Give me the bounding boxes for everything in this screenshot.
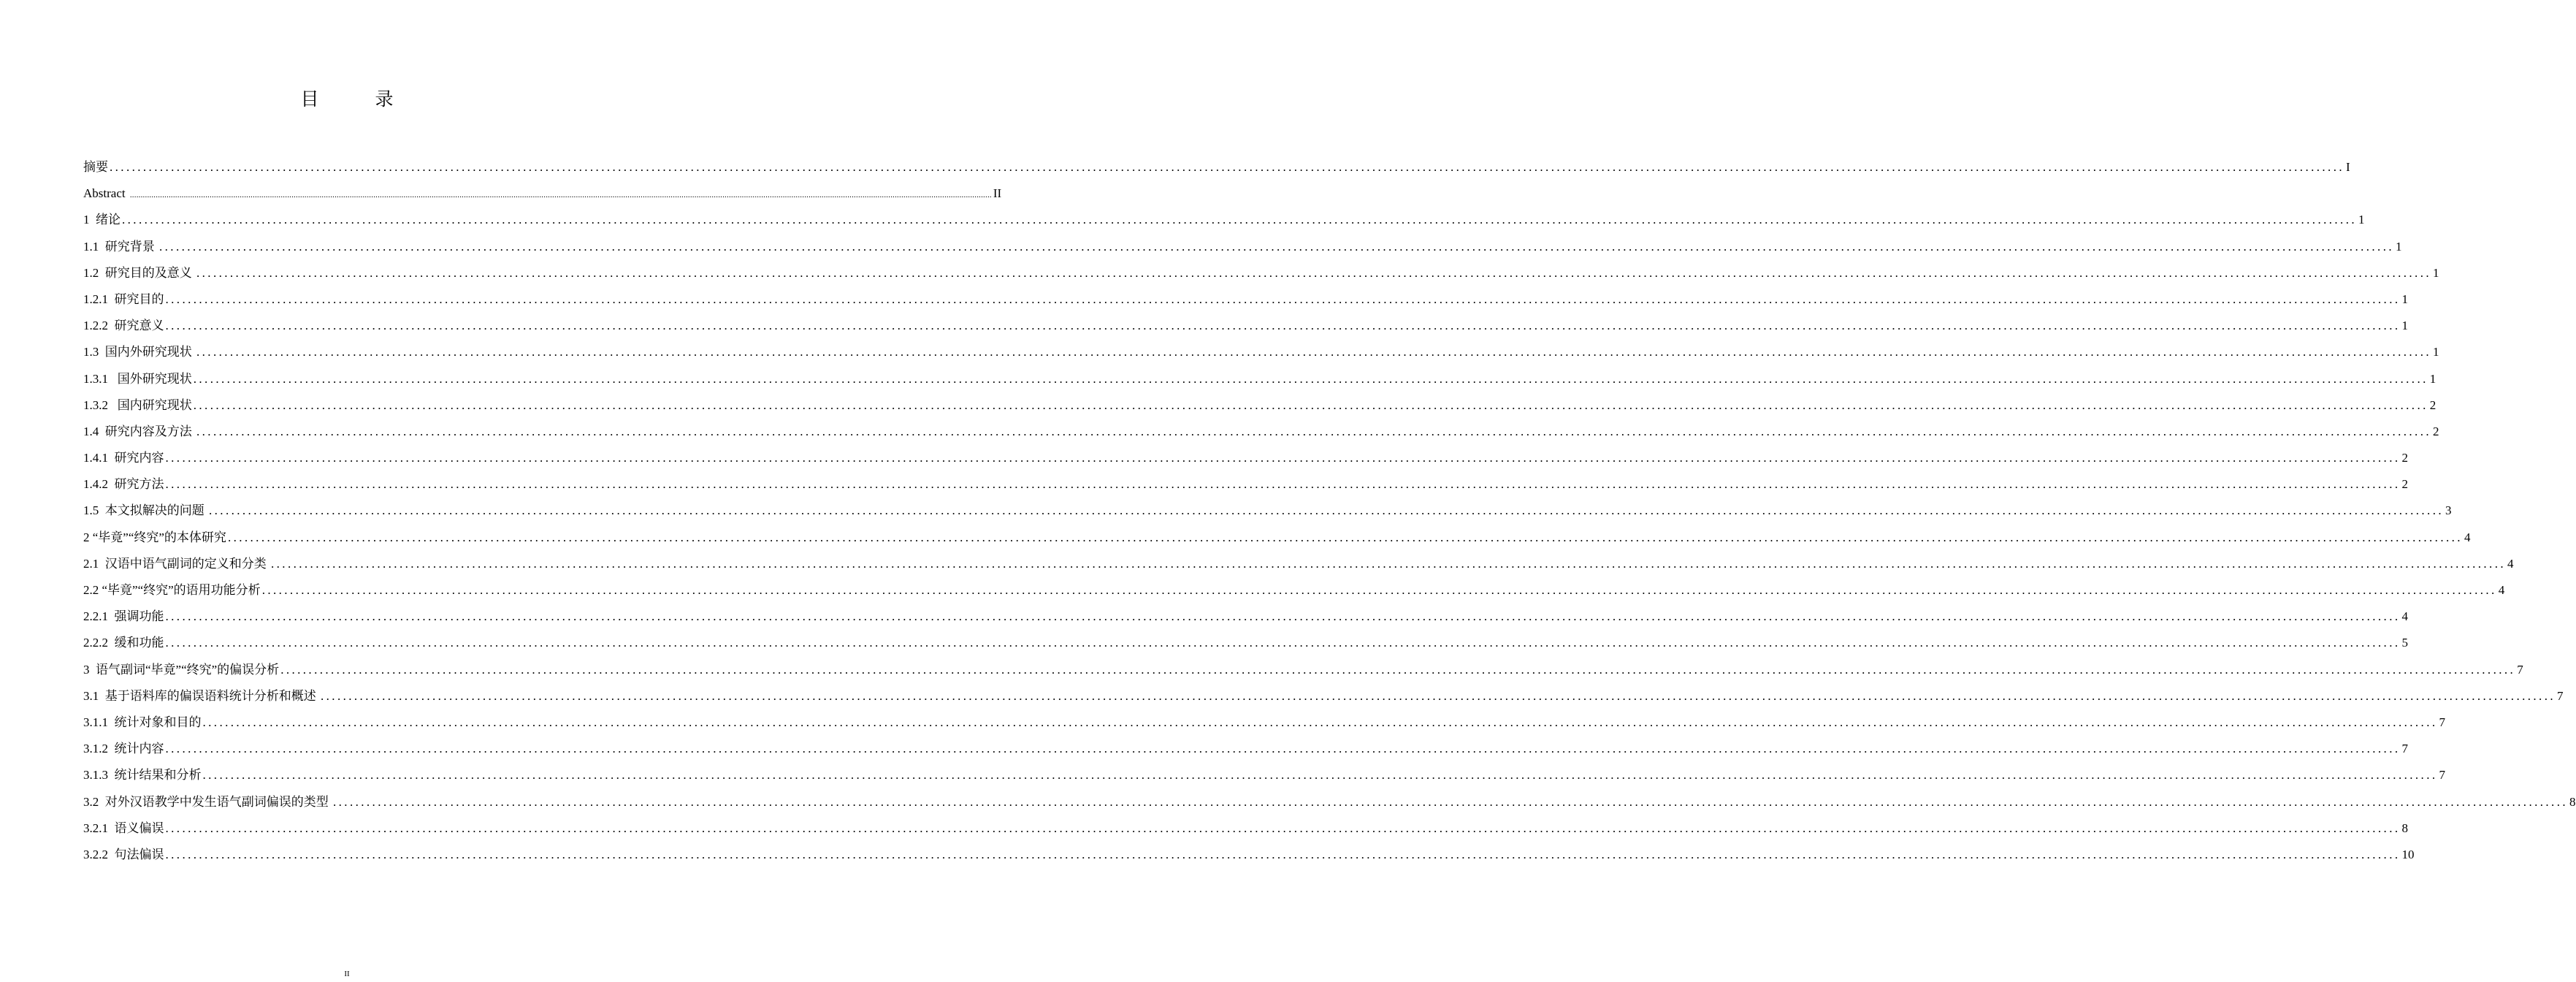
toc-entry-label: 3.2 对外汉语教学中发生语气副词偏误的类型 xyxy=(83,794,332,809)
toc-entry-label: 1.4.1 研究内容 xyxy=(83,451,164,465)
toc-entry-page: 8 xyxy=(2569,794,2576,809)
toc-entry-page: 5 xyxy=(2401,636,2408,650)
toc-entry[interactable] xyxy=(83,498,2452,524)
toc-leader-dots: ................................................................................................................................................................................................................................................................................................................................................................................................................ xyxy=(165,847,2401,861)
toc-entry-label: 1 绪论 xyxy=(83,213,121,227)
toc-entry-label: 3.2.1 语义偏误 xyxy=(83,821,164,835)
toc-leader-dots: ................................................................................................................................................................................................................................................................................................................................................................................................................ xyxy=(165,292,2401,306)
toc-leader-dots: ................................................................................................................................................................................................................................................................................................................................................................................................................ xyxy=(333,794,2568,809)
toc-entry-label: 1.2.1 研究目的 xyxy=(83,292,164,306)
toc-leader-dots: ................................................................................................................................................................................................................................................................................................................................................................................................................ xyxy=(165,477,2401,492)
toc-leader-dots: ................................................................................................................................................................................................................................................................................................................................................................................................................ xyxy=(321,688,2556,703)
toc-entry[interactable] xyxy=(83,445,2408,471)
toc-entry-page: 4 xyxy=(2401,609,2408,624)
toc-entry[interactable] xyxy=(83,709,2445,736)
toc-leader-dots: ................................................................................................................................................................................................................................................................................................................................................................................................................ xyxy=(193,397,2428,412)
toc-entry[interactable] xyxy=(83,260,2439,286)
toc-leader-dots: ................................................................................................................................................................................................................................................................................................................................................................................................................ xyxy=(202,768,2438,783)
toc-entry-label: 2.1 汉语中语气副词的定义和分类 xyxy=(83,556,270,571)
toc-entry-label: 1.1 研究背景 xyxy=(83,239,158,254)
toc-entry-label: 3.2.2 句法偏误 xyxy=(83,847,164,861)
toc-leader-dots: ................................................................................................................................................................................................................................................................................................................................................................................................................ xyxy=(196,424,2431,438)
toc-entry[interactable] xyxy=(83,551,2514,577)
toc-entry-page: 4 xyxy=(2507,556,2514,571)
toc-entry-page: 1 xyxy=(2396,239,2402,254)
toc-entry[interactable] xyxy=(83,471,2408,498)
toc-entry-label: 摘要 xyxy=(83,160,108,174)
toc-entry-page: 7 xyxy=(2401,742,2408,756)
toc-entry-label: 3 语气副词“毕竟”“终究”的偏误分析 xyxy=(83,662,280,677)
toc-entry-page: 1 xyxy=(2433,345,2439,359)
toc-leader-dots: ................................................................................................................................................................................................................................................................................................................................................................................................................ xyxy=(196,345,2431,359)
toc-entry-label: 3.1.1 统计对象和目的 xyxy=(83,715,202,729)
toc-leader-dots: ................................................................................................................................................................................................................................................................................................................................................................................................................ xyxy=(261,583,2497,597)
toc-entry-page: 1 xyxy=(2429,371,2437,386)
toc-entry-label: 1.5 本文拟解决的问题 xyxy=(83,503,207,518)
toc-entry-page: I xyxy=(2346,160,2350,174)
toc-entry-label: 1.2.2 研究意义 xyxy=(83,319,164,333)
toc-entry[interactable] xyxy=(83,286,2408,313)
toc-leader-dots: ................................................................................................................................................................................................................................................................................................................................................................................................................ xyxy=(165,451,2401,465)
toc-entry-page: 4 xyxy=(2464,530,2471,544)
toc-entry-label: 1.3.2 国内研究现状 xyxy=(83,397,192,412)
toc-entry-page: 8 xyxy=(2401,821,2408,835)
toc-leader-dots: ................................................................................................................................................................................................................................................................................................................................................................................................................ xyxy=(196,265,2431,280)
toc-entry-page: 7 xyxy=(2557,688,2564,703)
toc-entry[interactable] xyxy=(83,207,2365,233)
toc-entry[interactable] xyxy=(83,762,2445,788)
toc-leader-dots: ................................................................................................................................................................................................................................................................................................................................................................................................................ xyxy=(227,530,2463,544)
toc-leader-dots: ................................................................................................................................................................................................................................................................................................................................................................................................................ xyxy=(280,662,2516,677)
page-title: 目 录 xyxy=(300,90,413,110)
toc-entry-page: 1 xyxy=(2401,319,2408,333)
toc-entry-page: 7 xyxy=(2517,662,2523,677)
toc-entry[interactable] xyxy=(83,657,2523,683)
toc-leader-dots: ................................................................................................................................................................................................................................................................................................................................................................................................................ xyxy=(165,742,2401,756)
toc-entry[interactable] xyxy=(83,366,2437,392)
toc-entry[interactable] xyxy=(83,630,2408,656)
toc-entry-label: 1.3 国内外研究现状 xyxy=(83,345,195,359)
toc-entry[interactable] xyxy=(83,736,2408,762)
toc-entry-label: 1.4.2 研究方法 xyxy=(83,477,164,492)
toc-entry[interactable] xyxy=(83,339,2439,365)
toc-entry[interactable] xyxy=(83,525,2471,551)
toc-entry[interactable] xyxy=(83,577,2505,604)
toc-leader-dots: ................................................................................................................................................................................................................................................................................................................................................................................................................ xyxy=(209,503,2444,518)
toc-entry-page: 1 xyxy=(2358,213,2365,227)
toc-entry[interactable] xyxy=(83,392,2437,419)
toc-entry[interactable] xyxy=(83,313,2408,339)
toc-leader-dots: ................................................................................................................................................................................................................................................................................................................................................................................................................ xyxy=(193,371,2428,386)
toc-entry-page: 1 xyxy=(2401,292,2408,306)
toc-entry-label: Abstract xyxy=(83,186,129,201)
toc-entry-page: 10 xyxy=(2401,847,2415,861)
toc-entry-label: 2 “毕竟”“终究”的本体研究 xyxy=(83,530,226,544)
toc-leader-dots: ................................................................................................................................................................................................................................................................................................................................................................................................................ xyxy=(110,160,2344,174)
toc-entry-label: 2.2.1 强调功能 xyxy=(83,609,164,624)
toc-entry[interactable] xyxy=(83,683,2564,709)
toc-entry-page: 4 xyxy=(2498,583,2505,597)
toc-leader-dots: ................................................................................................................................................................................................................................................................................................................................................................................................................ xyxy=(159,239,2394,254)
toc-entry[interactable] xyxy=(83,234,2402,260)
toc-leader-dots: ................................................................................................................................................................................................................................................................................................................................................................................................................ xyxy=(122,213,2357,227)
toc-entry-page: II xyxy=(993,186,1002,201)
toc-entry[interactable] xyxy=(83,154,2350,180)
toc-entry[interactable] xyxy=(83,789,2576,815)
toc-entry-label: 1.2 研究目的及意义 xyxy=(83,265,195,280)
toc-entry-label: 3.1.2 统计内容 xyxy=(83,742,164,756)
toc-entry[interactable] xyxy=(83,180,1002,207)
table-of-contents xyxy=(83,154,2576,868)
toc-entry-page: 2 xyxy=(2429,397,2437,412)
toc-leader-dots: ................................................................................................................................................................................................................................................................................................................................................................................................................ xyxy=(165,319,2401,333)
toc-leader-dots: ................................................................................................................................................................................................................................................................................................................................................................................................................ xyxy=(129,191,992,200)
toc-entry-label: 1.4 研究内容及方法 xyxy=(83,424,195,438)
toc-entry-label: 3.1 基于语料库的偏误语料统计分析和概述 xyxy=(83,688,319,703)
toc-leader-dots: ................................................................................................................................................................................................................................................................................................................................................................................................................ xyxy=(202,715,2438,729)
toc-entry-page: 7 xyxy=(2439,715,2445,729)
toc-entry-label: 1.3.1 国外研究现状 xyxy=(83,371,192,386)
toc-leader-dots: ................................................................................................................................................................................................................................................................................................................................................................................................................ xyxy=(165,636,2401,650)
toc-entry[interactable] xyxy=(83,604,2408,630)
toc-entry-page: 2 xyxy=(2401,477,2408,492)
toc-entry-label: 2.2 “毕竟”“终究”的语用功能分析 xyxy=(83,583,261,597)
toc-entry-page: 3 xyxy=(2445,503,2452,518)
toc-entry-page: 2 xyxy=(2433,424,2439,438)
toc-entry[interactable] xyxy=(83,419,2439,445)
toc-leader-dots: ................................................................................................................................................................................................................................................................................................................................................................................................................ xyxy=(165,821,2401,835)
toc-entry[interactable] xyxy=(83,842,2415,868)
toc-leader-dots: ................................................................................................................................................................................................................................................................................................................................................................................................................ xyxy=(271,556,2506,571)
toc-entry-page: 7 xyxy=(2439,768,2445,783)
toc-entry-page: 2 xyxy=(2401,451,2408,465)
page-number: II xyxy=(344,970,350,978)
toc-leader-dots: ................................................................................................................................................................................................................................................................................................................................................................................................................ xyxy=(165,609,2401,624)
toc-entry[interactable] xyxy=(83,815,2408,842)
toc-entry-label: 2.2.2 缓和功能 xyxy=(83,636,164,650)
toc-entry-label: 3.1.3 统计结果和分析 xyxy=(83,768,202,783)
toc-entry-page: 1 xyxy=(2433,265,2439,280)
